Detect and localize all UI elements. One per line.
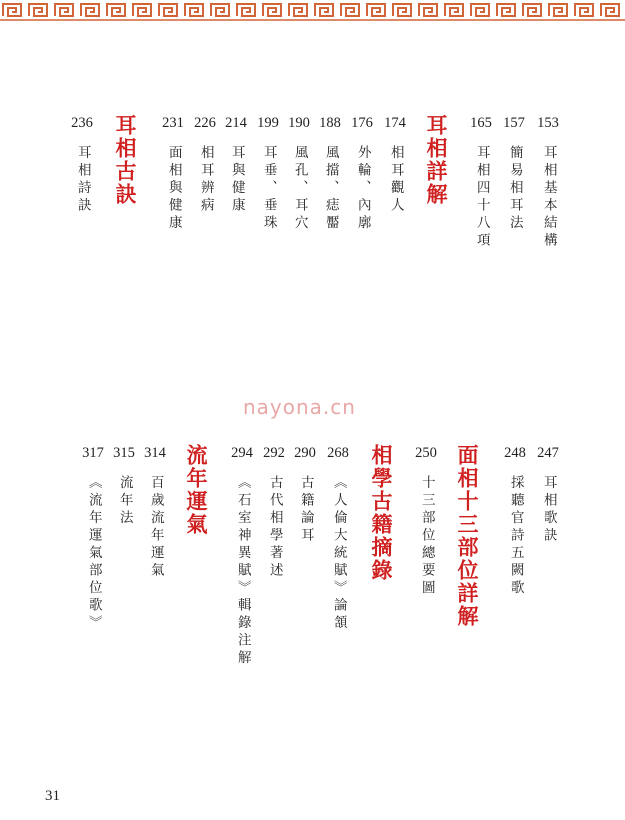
entry-page-number: 250 [415,445,437,461]
entry-title: 《人倫大統賦》論頷 [330,475,347,633]
entry-page-number: 290 [294,445,316,461]
toc-entry[interactable] [259,445,289,665]
toc-entry[interactable] [533,445,563,665]
toc-entry[interactable] [466,115,496,315]
entry-title: 採聽官詩五闕歌 [507,475,524,598]
entry-title: 相耳辨病 [197,145,214,215]
section-heading: 耳相詳解 [424,114,449,206]
entry-title: 風孔、耳穴 [291,145,308,233]
entry-page-number: 214 [225,115,247,131]
toc-entry[interactable] [380,115,410,315]
entry-title: 耳相詩訣 [74,145,91,215]
toc-entry[interactable] [190,115,220,315]
entry-title: 《流年運氣部位歌》 [85,475,102,633]
entry-title: 耳與健康 [228,145,245,215]
section-heading: 面相十三部位詳解 [455,444,480,628]
section-heading: 相學古籍摘錄 [369,444,394,582]
entry-page-number: 157 [503,115,525,131]
toc-entry[interactable] [347,115,377,315]
entry-page-number: 231 [162,115,184,131]
entry-title: 流年法 [116,475,133,528]
toc-entry[interactable] [533,115,563,315]
entry-page-number: 188 [319,115,341,131]
entry-page-number: 153 [537,115,559,131]
toc-entry[interactable] [284,115,314,315]
entry-page-number: 294 [231,445,253,461]
toc-entry[interactable] [227,445,257,668]
toc-entry[interactable] [315,115,345,315]
entry-title: 風擋、痣靨 [322,145,339,233]
watermark: nayona.cn [243,395,356,419]
entry-title: 十三部位總要圖 [418,475,435,598]
toc-entry[interactable] [158,115,188,315]
entry-page-number: 176 [351,115,373,131]
toc-entry[interactable] [67,115,97,315]
toc-entry[interactable] [109,445,139,665]
toc-entry[interactable] [500,445,530,665]
toc-entry[interactable] [78,445,108,665]
entry-title: 《石室神異賦》輯錄注解 [234,475,251,668]
entry-title: 簡易相耳法 [506,145,523,233]
entry-title: 古籍論耳 [297,475,314,545]
entry-page-number: 190 [288,115,310,131]
toc-entry[interactable] [221,115,251,315]
entry-page-number: 165 [470,115,492,131]
section-heading: 流年運氣 [184,444,209,536]
entry-title: 面相與健康 [165,145,182,233]
entry-page-number: 292 [263,445,285,461]
section-heading: 耳相古訣 [113,114,138,206]
entry-page-number: 268 [327,445,349,461]
greek-key-border [0,0,625,21]
entry-page-number: 317 [82,445,104,461]
entry-title: 古代相學著述 [266,475,283,580]
toc-entry[interactable] [253,115,283,315]
toc-entry[interactable] [140,445,170,665]
entry-page-number: 236 [71,115,93,131]
entry-title: 外輪、內廓 [354,145,371,233]
entry-title: 耳相歌訣 [540,475,557,545]
toc-entry[interactable] [411,445,441,665]
page-number: 31 [45,788,60,804]
toc-entry[interactable] [499,115,529,315]
entry-page-number: 248 [504,445,526,461]
entry-page-number: 199 [257,115,279,131]
entry-page-number: 174 [384,115,406,131]
entry-page-number: 247 [537,445,559,461]
entry-title: 耳相四十八項 [473,145,490,250]
entry-page-number: 314 [144,445,166,461]
entry-title: 耳相基本結構 [540,145,557,250]
entry-title: 相耳觀人 [387,145,404,215]
toc-entry[interactable] [290,445,320,665]
entry-page-number: 315 [113,445,135,461]
toc-entry[interactable] [323,445,353,665]
entry-title: 百歲流年運氣 [147,475,164,580]
entry-title: 耳垂、垂珠 [260,145,277,233]
entry-page-number: 226 [194,115,216,131]
